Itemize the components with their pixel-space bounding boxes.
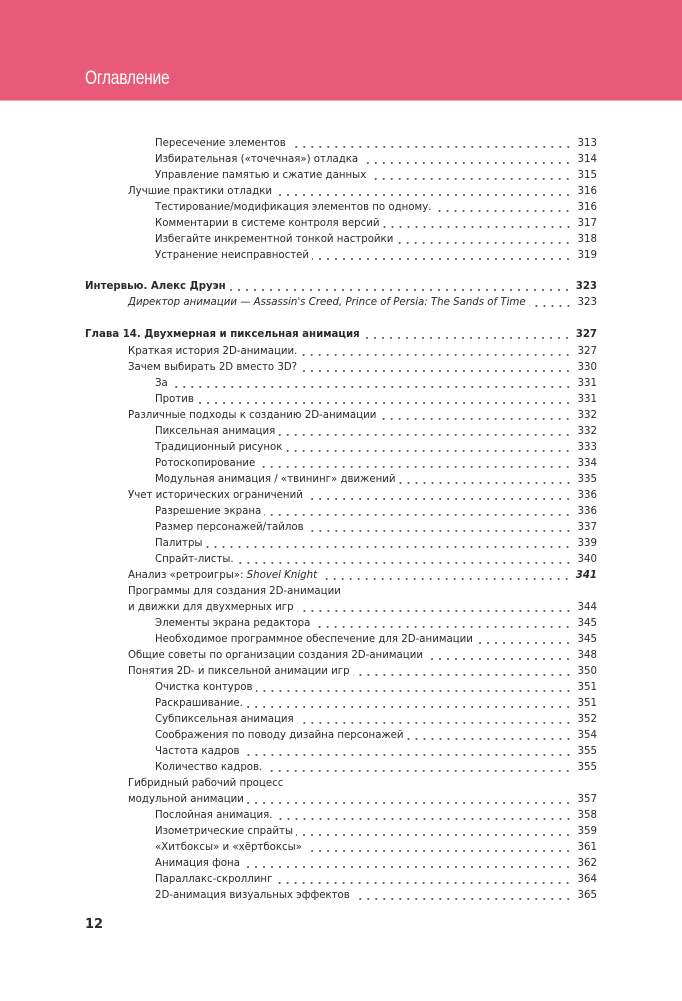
title-part: Учет исторических ограничений bbox=[128, 489, 303, 501]
dot-leader bbox=[297, 599, 574, 615]
dot-leader bbox=[353, 887, 574, 903]
toc-entry[interactable] bbox=[85, 325, 597, 343]
title-part: Лучшие практики отладки bbox=[128, 185, 272, 197]
dot-leader bbox=[197, 391, 574, 407]
toc-page-number: 350 bbox=[577, 665, 597, 677]
title-part: Палитры bbox=[155, 537, 203, 549]
toc-page-number: 316 bbox=[577, 185, 597, 197]
toc-entry-title bbox=[128, 586, 341, 597]
toc-page-number: 351 bbox=[577, 697, 597, 709]
title-part: Гибридный рабочий процесс bbox=[128, 777, 284, 789]
toc-entry[interactable] bbox=[85, 231, 597, 247]
toc-entry[interactable] bbox=[85, 807, 597, 823]
toc-page-number: 327 bbox=[575, 328, 597, 340]
toc-entry-title bbox=[155, 234, 393, 245]
toc-entry-title bbox=[155, 506, 261, 517]
toc-page-number: 364 bbox=[577, 873, 597, 885]
dot-leader bbox=[285, 439, 574, 455]
toc-entry[interactable] bbox=[85, 439, 597, 455]
toc-entry-title bbox=[128, 778, 283, 789]
dot-leader bbox=[171, 375, 574, 391]
dot-leader bbox=[476, 631, 574, 647]
toc-page-number: 351 bbox=[577, 681, 597, 693]
toc-entry[interactable] bbox=[85, 487, 597, 503]
toc-entry-title bbox=[155, 442, 282, 453]
dot-leader bbox=[344, 583, 594, 599]
toc-entry-title bbox=[155, 202, 431, 213]
toc-page-number: 330 bbox=[577, 361, 597, 373]
toc-page-number: 340 bbox=[577, 553, 597, 565]
toc-entry[interactable] bbox=[85, 391, 597, 407]
toc-entry[interactable] bbox=[85, 727, 597, 743]
table-of-contents bbox=[85, 135, 597, 918]
title-part: Традиционный рисунок bbox=[155, 441, 283, 453]
dot-leader bbox=[258, 455, 574, 471]
title-part: Устранение неисправностей bbox=[155, 249, 310, 261]
dot-leader bbox=[407, 727, 574, 743]
toc-entry-title bbox=[128, 410, 376, 421]
toc-entry[interactable] bbox=[85, 775, 597, 791]
toc-entry[interactable] bbox=[85, 455, 597, 471]
title-part: Против bbox=[155, 393, 194, 405]
toc-page-number: 313 bbox=[577, 137, 597, 149]
toc-page-number: 361 bbox=[577, 841, 597, 853]
toc-page-number: 334 bbox=[577, 457, 597, 469]
title-part: Модульная анимация / «твининг» движений bbox=[155, 473, 396, 485]
dot-leader bbox=[276, 807, 574, 823]
page-number: 12 bbox=[85, 917, 104, 932]
toc-page-number: 317 bbox=[577, 217, 597, 229]
toc-entry-title bbox=[155, 250, 309, 261]
toc-page-number: 339 bbox=[577, 537, 597, 549]
toc-entry-title bbox=[128, 297, 526, 308]
dot-leader bbox=[243, 855, 574, 871]
title-part: Необходимое программное обеспечение для 2D-анимации bbox=[155, 633, 473, 645]
toc-page-number: 355 bbox=[577, 761, 597, 773]
toc-page-number: 365 bbox=[577, 889, 597, 901]
dot-leader bbox=[205, 535, 574, 551]
toc-entry[interactable] bbox=[85, 343, 597, 359]
dot-leader bbox=[399, 471, 574, 487]
dot-leader bbox=[243, 743, 574, 759]
header-title: Оглавление bbox=[85, 68, 170, 89]
dot-leader bbox=[306, 487, 574, 503]
dot-leader bbox=[278, 423, 574, 439]
toc-entry-title bbox=[128, 666, 350, 677]
toc-page-number: 348 bbox=[577, 649, 597, 661]
toc-entry-title bbox=[128, 794, 244, 805]
toc-page-number: 355 bbox=[577, 745, 597, 757]
dot-leader bbox=[434, 199, 574, 215]
dot-leader bbox=[264, 503, 574, 519]
toc-entry-title bbox=[155, 538, 202, 549]
toc-entry[interactable] bbox=[85, 695, 597, 711]
dot-leader bbox=[265, 759, 574, 775]
toc-page-number: 358 bbox=[577, 809, 597, 821]
toc-entry-title bbox=[155, 554, 234, 565]
toc-entry-title bbox=[128, 570, 317, 581]
title-part: Различные подходы к созданию 2D-анимации bbox=[128, 409, 377, 421]
toc-entry[interactable] bbox=[85, 647, 597, 663]
toc-entry-title bbox=[155, 618, 310, 629]
title-part: Тестирование/модификация элементов по одному. bbox=[155, 201, 432, 213]
toc-entry-title bbox=[155, 714, 294, 725]
title-part: Параллакс-скроллинг bbox=[155, 873, 273, 885]
toc-entry-title bbox=[128, 346, 297, 357]
toc-entry-title bbox=[155, 730, 404, 741]
toc-entry-title bbox=[155, 682, 253, 693]
title-part: Зачем выбирать 2D вместо 3D? bbox=[128, 361, 298, 373]
toc-entry[interactable] bbox=[85, 135, 597, 151]
toc-page-number: 333 bbox=[577, 441, 597, 453]
toc-entry[interactable] bbox=[85, 871, 597, 887]
title-part: Очистка контуров bbox=[155, 681, 253, 693]
title-part: Элементы экрана редактора bbox=[155, 617, 311, 629]
toc-entry-title bbox=[85, 281, 226, 292]
toc-section-chapter bbox=[85, 325, 597, 903]
dot-leader bbox=[237, 551, 574, 567]
title-part: Избегайте инкрементной тонкой настройки bbox=[155, 233, 394, 245]
title-part: и движки для двухмерных игр bbox=[128, 601, 294, 613]
toc-entry[interactable] bbox=[85, 423, 597, 439]
toc-entry-title bbox=[128, 650, 423, 661]
toc-entry[interactable] bbox=[85, 278, 597, 294]
toc-entry[interactable] bbox=[85, 711, 597, 727]
title-part: Assassin's Creed, Prince of Persia: The Sands of Time bbox=[253, 296, 526, 308]
toc-entry[interactable] bbox=[85, 535, 597, 551]
toc-entry[interactable] bbox=[85, 855, 597, 871]
toc-page-number: 331 bbox=[577, 377, 597, 389]
title-part: Раскрашивание. bbox=[155, 697, 243, 709]
toc-entry[interactable] bbox=[85, 679, 597, 695]
toc-entry[interactable] bbox=[85, 294, 597, 310]
title-part: Краткая история 2D-анимации. bbox=[128, 345, 298, 357]
dot-leader bbox=[383, 215, 575, 231]
toc-entry-title bbox=[85, 329, 360, 340]
toc-page-number: 337 bbox=[577, 521, 597, 533]
toc-page-number: 344 bbox=[577, 601, 597, 613]
dot-leader bbox=[289, 135, 574, 151]
toc-entry-title bbox=[155, 698, 243, 709]
dot-leader bbox=[353, 663, 574, 679]
toc-entry[interactable] bbox=[85, 215, 597, 231]
dot-leader bbox=[247, 791, 574, 807]
title-part: Частота кадров bbox=[155, 745, 240, 757]
toc-entry[interactable] bbox=[85, 823, 597, 839]
toc-page-number: 352 bbox=[577, 713, 597, 725]
dot-leader bbox=[529, 294, 574, 310]
toc-page-number: 359 bbox=[577, 825, 597, 837]
toc-entry-title bbox=[155, 890, 350, 901]
title-part: Соображения по поводу дизайна персонажей bbox=[155, 729, 404, 741]
title-part: Избирательная («точечная») отладка bbox=[155, 153, 359, 165]
title-part: Количество кадров. bbox=[155, 761, 263, 773]
toc-entry[interactable] bbox=[85, 407, 597, 423]
toc-entry[interactable] bbox=[85, 551, 597, 567]
title-part: «Хитбоксы» и «хёртбоксы» bbox=[155, 841, 302, 853]
toc-section-cont bbox=[85, 135, 597, 263]
dot-leader bbox=[307, 519, 574, 535]
toc-entry-title bbox=[128, 362, 297, 373]
toc-entry[interactable] bbox=[85, 519, 597, 535]
dot-leader bbox=[313, 615, 574, 631]
toc-entry-title bbox=[155, 138, 286, 149]
title-part: Анализ «ретроигры»: bbox=[128, 569, 247, 581]
toc-entry[interactable] bbox=[85, 743, 597, 759]
dot-leader bbox=[379, 407, 574, 423]
toc-entry[interactable] bbox=[85, 183, 597, 199]
toc-page-number: 323 bbox=[575, 280, 597, 292]
toc-entry-title bbox=[155, 522, 304, 533]
toc-entry-title bbox=[155, 762, 262, 773]
toc-entry[interactable] bbox=[85, 615, 597, 631]
dot-leader bbox=[361, 151, 574, 167]
title-part: Программы для создания 2D-анимации bbox=[128, 585, 341, 597]
toc-page-number: 327 bbox=[577, 345, 597, 357]
dot-leader bbox=[286, 775, 594, 791]
toc-entry[interactable] bbox=[85, 887, 597, 903]
page-header bbox=[0, 0, 682, 101]
dot-leader bbox=[275, 871, 574, 887]
dot-leader bbox=[296, 823, 574, 839]
toc-entry-title bbox=[155, 874, 272, 885]
toc-entry-title bbox=[128, 602, 294, 613]
dot-leader bbox=[426, 647, 574, 663]
toc-entry[interactable] bbox=[85, 759, 597, 775]
toc-page-number: 323 bbox=[577, 296, 597, 308]
dot-leader bbox=[297, 711, 574, 727]
title-part: Размер персонажей/тайлов bbox=[155, 521, 304, 533]
toc-entry[interactable] bbox=[85, 151, 597, 167]
title-part: Управление памятью и сжатие данных bbox=[155, 169, 367, 181]
toc-entry[interactable] bbox=[85, 583, 597, 599]
title-part: модульной анимации bbox=[128, 793, 244, 805]
toc-entry-title bbox=[155, 394, 194, 405]
title-part: Субпиксельная анимация bbox=[155, 713, 294, 725]
toc-entry-title bbox=[155, 426, 275, 437]
title-part: Пересечение элементов bbox=[155, 137, 286, 149]
dot-leader bbox=[305, 839, 574, 855]
title-part: Понятия 2D- и пиксельной анимации игр bbox=[128, 665, 350, 677]
toc-entry-title bbox=[155, 170, 366, 181]
title-part: Разрешение экрана bbox=[155, 505, 262, 517]
title-part: Интервью. Алекс Друэн bbox=[85, 280, 226, 292]
toc-entry-title bbox=[155, 474, 396, 485]
toc-page-number: 345 bbox=[577, 617, 597, 629]
toc-entry-title bbox=[128, 186, 272, 197]
dot-leader bbox=[229, 278, 573, 294]
title-part: 2D-анимация визуальных эффектов bbox=[155, 889, 350, 901]
toc-entry[interactable] bbox=[85, 631, 597, 647]
toc-entry[interactable] bbox=[85, 599, 597, 615]
title-part: Ротоскопирование bbox=[155, 457, 256, 469]
title-part: За bbox=[155, 377, 168, 389]
dot-leader bbox=[275, 183, 574, 199]
toc-page-number: 341 bbox=[575, 569, 597, 581]
toc-page-number: 354 bbox=[577, 729, 597, 741]
title-part: Послойная анимация. bbox=[155, 809, 273, 821]
dot-leader bbox=[396, 231, 574, 247]
toc-entry[interactable] bbox=[85, 471, 597, 487]
title-part: Спрайт-листы. bbox=[155, 553, 234, 565]
title-part: Комментарии в системе контроля версий bbox=[155, 217, 380, 229]
dot-leader bbox=[300, 343, 574, 359]
toc-entry-title bbox=[155, 634, 473, 645]
dot-leader bbox=[300, 359, 574, 375]
title-part: Общие советы по организации создания 2D-анимации bbox=[128, 649, 423, 661]
toc-entry[interactable] bbox=[85, 247, 597, 263]
toc-page-number: 332 bbox=[577, 409, 597, 421]
title-part: Пиксельная анимация bbox=[155, 425, 276, 437]
toc-entry-title bbox=[155, 810, 273, 821]
title-part: Shovel Knight bbox=[246, 569, 318, 581]
toc-page-number: 316 bbox=[577, 201, 597, 213]
toc-entry[interactable] bbox=[85, 503, 597, 519]
toc-section-interview bbox=[85, 278, 597, 310]
toc-page-number: 319 bbox=[577, 249, 597, 261]
toc-entry[interactable] bbox=[85, 375, 597, 391]
title-part: Изометрические спрайты bbox=[155, 825, 293, 837]
title-part: Директор анимации — bbox=[128, 296, 254, 308]
toc-entry-title bbox=[128, 490, 303, 501]
dot-leader bbox=[246, 695, 574, 711]
toc-entry-title bbox=[155, 826, 293, 837]
toc-entry[interactable] bbox=[85, 663, 597, 679]
toc-page-number: 315 bbox=[577, 169, 597, 181]
toc-entry-title bbox=[155, 858, 240, 869]
toc-entry[interactable] bbox=[85, 567, 597, 583]
toc-page-number: 318 bbox=[577, 233, 597, 245]
toc-entry[interactable] bbox=[85, 839, 597, 855]
dot-leader bbox=[256, 679, 574, 695]
toc-entry-title bbox=[155, 746, 240, 757]
toc-entry[interactable] bbox=[85, 359, 597, 375]
toc-entry-title bbox=[155, 842, 302, 853]
toc-page-number: 335 bbox=[577, 473, 597, 485]
toc-page-number: 314 bbox=[577, 153, 597, 165]
toc-page-number: 345 bbox=[577, 633, 597, 645]
title-part: Анимация фона bbox=[155, 857, 240, 869]
toc-entry[interactable] bbox=[85, 791, 597, 807]
toc-entry[interactable] bbox=[85, 167, 597, 183]
toc-entry-title bbox=[155, 458, 255, 469]
toc-page-number: 357 bbox=[577, 793, 597, 805]
toc-page-number: 331 bbox=[577, 393, 597, 405]
title-part: Глава 14. Двухмерная и пиксельная анимация bbox=[85, 328, 360, 340]
dot-leader bbox=[369, 167, 574, 183]
toc-page-number: 332 bbox=[577, 425, 597, 437]
toc-entry-title bbox=[155, 154, 358, 165]
toc-entry-title bbox=[155, 378, 168, 389]
dot-leader bbox=[312, 247, 574, 263]
toc-entry[interactable] bbox=[85, 199, 597, 215]
dot-leader bbox=[320, 567, 573, 583]
toc-entry-title bbox=[155, 218, 380, 229]
toc-page-number: 362 bbox=[577, 857, 597, 869]
toc-page-number: 336 bbox=[577, 505, 597, 517]
toc-page-number: 336 bbox=[577, 489, 597, 501]
dot-leader bbox=[363, 326, 573, 342]
